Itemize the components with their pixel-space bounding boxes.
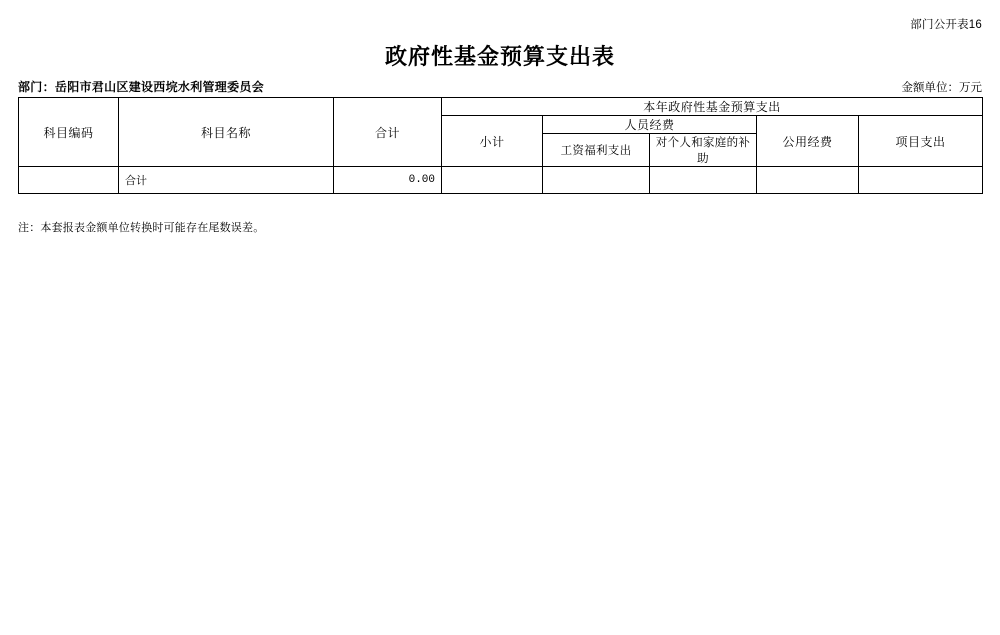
col-header-total: 合计 <box>334 98 442 167</box>
cell-total: 0.00 <box>334 167 442 194</box>
col-header-project-expense: 项目支出 <box>859 116 983 167</box>
department-line <box>18 78 264 95</box>
page-title: 政府性基金预算支出表 <box>384 44 615 69</box>
col-header-public-expense: 公用经费 <box>757 116 859 167</box>
cell-public-expense <box>757 167 859 194</box>
department-label: 部门： <box>18 80 55 94</box>
cell-subject-code <box>19 167 119 194</box>
col-header-subject-code: 科目编码 <box>19 98 119 167</box>
col-header-subject-name: 科目名称 <box>119 98 334 167</box>
col-header-subtotal: 小计 <box>442 116 543 167</box>
table-header-row-1 <box>19 98 983 116</box>
col-header-personnel-group: 人员经费 <box>543 116 757 134</box>
cell-project-expense <box>859 167 983 194</box>
col-header-salary-welfare: 工资福利支出 <box>543 134 650 167</box>
cell-subject-name: 合计 <box>119 167 334 194</box>
amount-unit-label: 金额单位：万元 <box>901 82 982 94</box>
col-header-current-year-group: 本年政府性基金预算支出 <box>442 98 983 116</box>
table-row <box>19 167 983 194</box>
department-name: 岳阳市君山区建设西垸水利管理委员会 <box>54 80 265 94</box>
form-code-label: 部门公开表16 <box>910 19 982 31</box>
table-note: 注：本套报表金额单位转换时可能存在尾数误差。 <box>18 222 265 234</box>
budget-table <box>18 97 983 194</box>
col-header-family-subsidy: 对个人和家庭的补助 <box>650 134 757 167</box>
cell-family-subsidy <box>650 167 757 194</box>
cell-subtotal <box>442 167 543 194</box>
cell-salary-welfare <box>543 167 650 194</box>
